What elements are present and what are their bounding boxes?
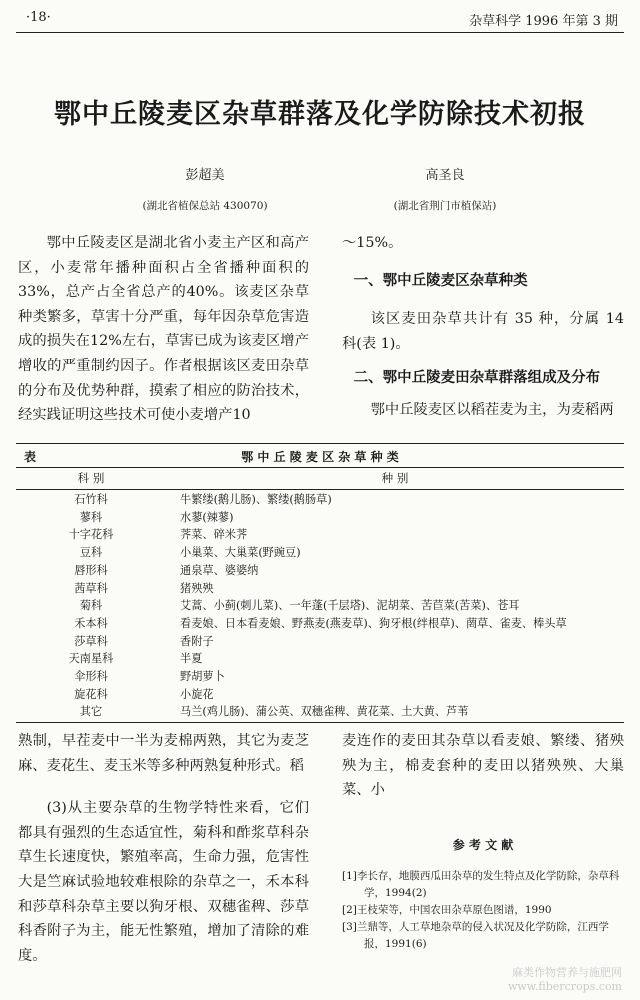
- table-top-rule: [16, 443, 624, 444]
- header-rule: [16, 32, 624, 33]
- table-cell-species: 牛繁缕(鹅儿肠)、繁缕(鹅肠草): [180, 493, 332, 506]
- watermark: [508, 966, 622, 994]
- table-label: 表: [24, 450, 37, 464]
- table-row: [16, 597, 624, 615]
- table-cell-species: 水蓼(辣蓼): [180, 510, 234, 524]
- table-cell-family: 伞形科: [74, 670, 108, 684]
- table-column-headers: [16, 470, 624, 488]
- bottom-left-column: [18, 729, 309, 968]
- table-cell-family: 豆科: [79, 546, 103, 560]
- table-cell-family: 石竹科: [74, 493, 108, 506]
- table-cell-species: 小巢菜、大巢菜(野豌豆): [180, 546, 301, 560]
- table-header-rule-bottom: [16, 489, 624, 490]
- right-column-top: [342, 231, 624, 423]
- bottom-right-column: [342, 729, 624, 803]
- table-cell-species: 猪殃殃: [180, 581, 214, 595]
- article-title: 鄂中丘陵麦区杂草群落及化学防除技术初报: [54, 99, 586, 130]
- table-cell-family: 旋花科: [74, 687, 108, 701]
- table-cell-family: 禾本科: [74, 616, 108, 630]
- table-cell-species: 艾蒿、小蓟(刺儿菜)、一年蓬(千层塔)、泥胡菜、苦苣菜(苦菜)、苍耳: [180, 599, 520, 613]
- section-1-text: 该区麦田杂草共计有 35 种，分属 14 科(表 1)。: [342, 311, 624, 352]
- table-row: [16, 615, 624, 633]
- table-cell-family: 天南星科: [68, 652, 114, 666]
- table-row: [16, 526, 624, 544]
- author-1-name: 彭超美: [185, 168, 225, 183]
- table-cell-species: 半夏: [180, 652, 203, 666]
- watermark-cn: 麻类作物营养与施肥网: [512, 966, 622, 979]
- table-cell-family: 蓼科: [79, 510, 103, 524]
- watermark-en: www.fibercrops.com: [507, 980, 622, 993]
- author-1-affiliation: (湖北省植保总站 430070): [142, 200, 268, 212]
- reference-item: [2]王枝荣等，中国农田杂草原色图谱，1990: [342, 904, 552, 916]
- table-row: [16, 703, 624, 721]
- table-cell-species: 看麦娘、日本看麦娘、野燕麦(燕麦草)、狗牙根(绊根草)、菵草、雀麦、棒头草: [180, 616, 567, 630]
- rotation-paragraph: 麦连作的麦田其杂草以看麦娘、繁缕、猪殃殃为主，棉麦套种的麦田以猪殃殃、大巢菜、小: [342, 733, 624, 799]
- table-cell-species: 荠菜、碎米荠: [180, 528, 248, 542]
- weed-species-table: [16, 491, 624, 721]
- table-row: [16, 580, 624, 598]
- table-cell-species: 小旋花: [180, 687, 214, 701]
- table-cell-family: 茜草科: [74, 581, 108, 595]
- continuation-paragraph: 熟制，早茬麦中一半为麦棉两熟，其它为麦芝麻、麦花生、麦玉米等多种两熟复种形式。稻: [18, 733, 309, 774]
- table-row: [16, 668, 624, 686]
- table-cell-family: 莎草科: [74, 634, 108, 648]
- table-cell-family: 其它: [79, 705, 103, 719]
- table-row: [16, 544, 624, 562]
- table-row: [16, 633, 624, 651]
- author-2-affiliation: (湖北省荆门市植保站): [393, 200, 497, 212]
- journal-info: 杂草科学 1996 年第 3 期: [469, 14, 618, 29]
- references-list: [342, 868, 624, 953]
- table-header-rule-top: [16, 467, 624, 468]
- table-cell-family: 唇形科: [74, 563, 108, 577]
- table-row: [16, 509, 624, 527]
- table-title: 鄂 中 丘 陵 麦 区 杂 草 种 类: [241, 450, 399, 464]
- table-bottom-rule: [16, 722, 624, 723]
- table-cell-family: 十字花科: [68, 528, 114, 542]
- table-cell-species: 野胡萝卜: [180, 670, 225, 684]
- table-row: [16, 650, 624, 668]
- reference-item: [3]兰鼎等，人工草地杂草的侵入状况及化学防除，江西学报，1991(6): [342, 921, 609, 950]
- col-family-header: 科 别: [77, 471, 105, 485]
- reference-item: [1]李长存，地膜西瓜田杂草的发生特点及化学防除，杂草科学，1994(2): [342, 870, 620, 899]
- table-row: [16, 491, 624, 509]
- intro-continuation: ～15%。: [342, 235, 403, 251]
- table-row: [16, 686, 624, 704]
- section-2-heading: 二、鄂中丘陵麦田杂草群落组成及分布: [353, 369, 601, 387]
- intro-paragraph: 鄂中丘陵麦区是湖北省小麦主产区和高产区，小麦常年播种面积占全省播种面积的33%，总产占全省总产的40%。该麦区杂草种类繁多，草害十分严重，每年因杂草危害造成的损失在12%左右，草害已成为该麦区增产增收的严重制约因子。作者根据该区麦田杂草的分布及优势种群，摸索了相应的防治技术，经实践证明这些技术可使小麦增产10: [18, 235, 309, 424]
- table-cell-species: 通泉草、婆婆纳: [180, 563, 259, 577]
- page-number: ·18·: [26, 10, 51, 25]
- section-1-heading: 一、鄂中丘陵麦区杂草种类: [353, 271, 528, 289]
- table-row: [16, 562, 624, 580]
- table-cell-family: 菊科: [79, 599, 103, 613]
- table-cell-species: 马兰(鸡儿肠)、蒲公英、双穗雀稗、黄花菜、土大黄、芦苇: [180, 705, 469, 719]
- biology-paragraph: (3)从主要杂草的生物学特性来看，它们都具有强烈的生态适宜性，菊科和酢浆草科杂草生长速度快，繁殖率高，生命力强，危害性大是竺麻试验地较难根除的杂草之一，禾本科和莎草科杂草主要以狗牙根、双穗雀稗、莎草科香附子为主，能无性繁殖，增加了清除的难度。: [18, 800, 309, 964]
- section-2-text: 鄂中丘陵麦区以稻茬麦为主，为麦稻两: [370, 401, 614, 418]
- table-cell-species: 香附子: [180, 634, 214, 648]
- author-2-name: 高圣良: [425, 168, 465, 183]
- col-species-header: 种 别: [381, 471, 409, 485]
- references-heading: 参 考 文 献: [452, 838, 514, 852]
